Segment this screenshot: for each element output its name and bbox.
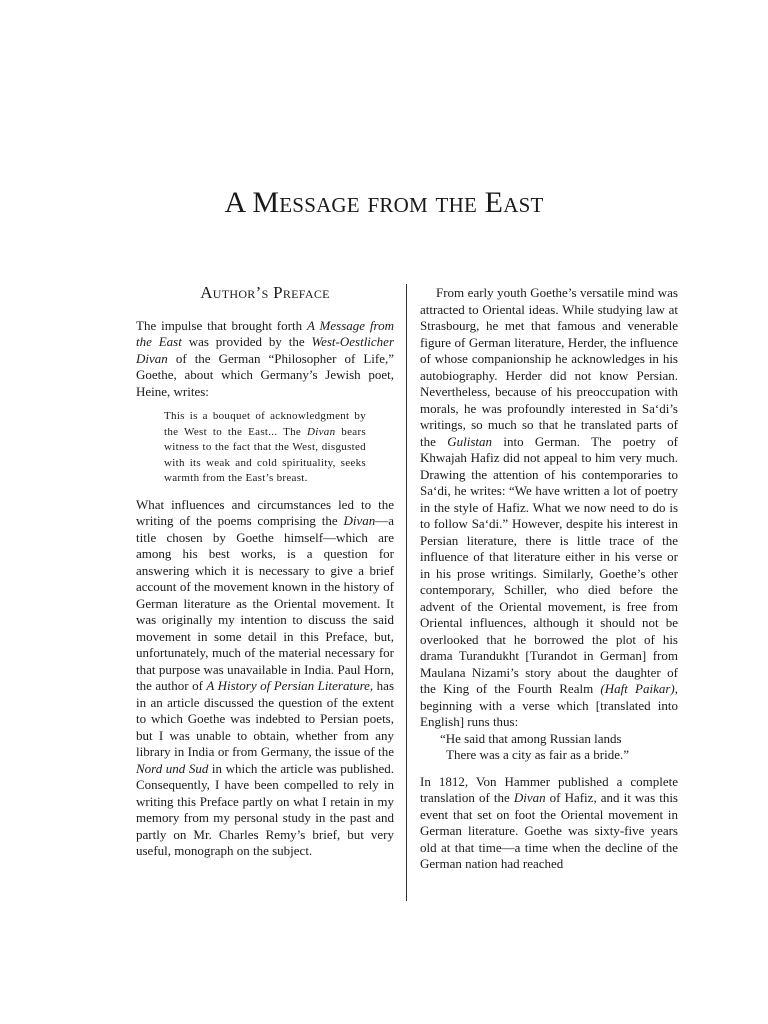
book-title: Divan <box>343 513 376 528</box>
text: has in an article discussed the question of the extent to which Goethe was indebted to Persian poets, but I was unable to obtain, whether from any library in India or from Germany, the issue of the <box>136 678 394 759</box>
text: bears witness to the fact that the West, disgusted with its weak and cold spirituality, seeks warmth from the East’s breast. <box>164 425 366 484</box>
text: beginning with a verse which [translated into English] runs thus: <box>420 697 678 729</box>
verse-line: There was a city as fair as a bride.” <box>446 747 629 762</box>
book-title: Gulistan <box>447 433 493 449</box>
verse-line: “He said that among Russian lands <box>440 730 622 746</box>
paragraph-1 <box>136 318 394 401</box>
page-title: A Message from the East <box>224 186 544 219</box>
text: of the German “Philosopher of Life,” Goethe, about which Germany’s Jewish poet, Heine, writes: <box>136 350 394 399</box>
text: In 1812, Von Hammer published a complete translation of the <box>420 773 678 805</box>
section-heading: Author’s Preface <box>200 283 330 302</box>
book-title: A Message from the East <box>136 317 394 349</box>
text: What influences and circumstances led to the writing of the poems comprising the <box>136 496 394 528</box>
book-title: Divan <box>307 425 336 438</box>
text: From early youth Goethe’s versatile mind was attracted to Oriental ideas. While studying law at Strasbourg, he met that famous and venerable figure of German literature, Herder, the influence of whose companionship he acknowledges in his autobiography. Herder did not know Persian. Nevertheless, because of his preoccupation with morals, he was profoundly interested in Sa‘di’s writings, so much so that he translated parts of the <box>420 285 678 449</box>
right-column <box>420 285 678 873</box>
text: into German. The poetry of Khwajah Hafiz did not appeal to him very much. Drawing the attention of his contemporaries to Sa‘di, he writes: “We have written a lot of poetry in the style of Hafiz. What we now need to do is to follow Sa‘di.” However, despite his interest in Persian literature, there is little trace of the influence of that literature either in his verse or in his prose writings. Similarly, Goethe’s other contemporary, Schiller, who died before the advent of the Oriental movement, is free from Oriental influences, although it should not be overlooked that he borrowed the plot of his drama Turandukht [Turandot in German] from Maulana Nizami’s story about the daughter of the King of the Fourth Realm <box>420 433 679 696</box>
column-divider <box>406 284 407 901</box>
text: in which the article was published. Consequently, I have been compelled to rely in writing this Preface partly on what I retain in my memory from my personal study in the past and partly on Mr. Charles Remy’s brief, but very useful, monograph on the subject. <box>136 760 394 858</box>
book-title: A History of Persian Literature, <box>206 678 374 693</box>
book-title: West-Oestlicher Divan <box>136 334 395 366</box>
text: was provided by the <box>181 334 312 349</box>
text: This is a bouquet of acknowledgment by the West to the East... The <box>164 410 366 438</box>
text: The impulse that brought forth <box>136 317 307 333</box>
book-title: Nord und Sud <box>136 760 209 776</box>
paragraph-3 <box>420 285 678 731</box>
text: —a title chosen by Goethe himself—which are among his best works, is a question for answering which it is necessary to give a brief account of the movement known in the history of German literature as the Oriental movement. It was originally my intention to discuss the said movement in some detail in this Preface, but, unfortunately, much of the material necessary for that purpose was unavailable in India. Paul Horn, the author of <box>136 513 394 693</box>
book-title: Divan <box>513 790 546 805</box>
left-column <box>136 285 394 860</box>
text: of Hafiz, and it was this event that set on foot the Oriental movement in German literature. Goethe was sixty-five years old at that time—a time when the decline of the German nation had reached <box>420 790 678 871</box>
book-title: (Haft Paikar), <box>600 681 678 696</box>
block-quote <box>164 409 366 487</box>
paragraph-2 <box>136 497 394 860</box>
paragraph-4 <box>420 774 678 873</box>
verse-quote <box>420 731 678 764</box>
